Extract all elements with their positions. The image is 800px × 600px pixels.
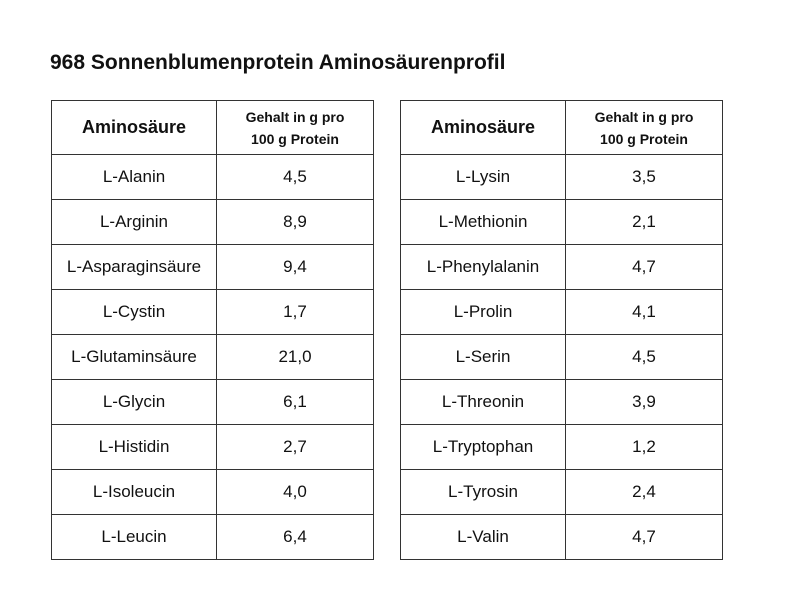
table-row (401, 200, 723, 245)
table-row (401, 290, 723, 335)
amino-acid-value: 3,9 (566, 380, 723, 425)
amino-acid-name: L-Prolin (401, 290, 566, 335)
table-row (52, 425, 374, 470)
amino-acid-value: 6,4 (217, 515, 374, 560)
column-header-content-line2: 100 g Protein (251, 130, 339, 147)
amino-acid-value: 4,1 (566, 290, 723, 335)
amino-acid-name: L-Phenylalanin (401, 245, 566, 290)
table-row (401, 245, 723, 290)
amino-acid-name: L-Glutaminsäure (52, 335, 217, 380)
amino-acid-name: L-Histidin (52, 425, 217, 470)
amino-acid-name: L-Alanin (52, 155, 217, 200)
amino-acid-value: 4,7 (566, 515, 723, 560)
amino-acid-name: L-Cystin (52, 290, 217, 335)
table-header-row (52, 101, 374, 155)
amino-acid-value: 4,7 (566, 245, 723, 290)
column-header-amino-acid: Aminosäure (401, 101, 566, 155)
amino-acid-value: 8,9 (217, 200, 374, 245)
table-row (52, 470, 374, 515)
amino-acid-value: 4,0 (217, 470, 374, 515)
table-row (52, 335, 374, 380)
table-row (401, 155, 723, 200)
column-header-content (217, 101, 374, 155)
column-header-content-line2: 100 g Protein (600, 130, 688, 147)
amino-acid-value: 1,2 (566, 425, 723, 470)
amino-acid-name: L-Valin (401, 515, 566, 560)
amino-acid-value: 21,0 (217, 335, 374, 380)
table-row (52, 380, 374, 425)
amino-table-right (400, 100, 723, 560)
amino-acid-name: L-Threonin (401, 380, 566, 425)
amino-table-left (51, 100, 374, 560)
amino-acid-name: L-Glycin (52, 380, 217, 425)
table-row (52, 155, 374, 200)
amino-acid-name: L-Leucin (52, 515, 217, 560)
amino-acid-name: L-Arginin (52, 200, 217, 245)
table-row (401, 515, 723, 560)
amino-acid-name: L-Isoleucin (52, 470, 217, 515)
amino-acid-value: 2,7 (217, 425, 374, 470)
amino-acid-name: L-Tryptophan (401, 425, 566, 470)
table-row (52, 200, 374, 245)
table-row (52, 245, 374, 290)
amino-acid-name: L-Methionin (401, 200, 566, 245)
amino-acid-name: L-Lysin (401, 155, 566, 200)
amino-acid-value: 6,1 (217, 380, 374, 425)
amino-acid-value: 2,4 (566, 470, 723, 515)
table-row (401, 425, 723, 470)
table-row (401, 380, 723, 425)
table-row (52, 515, 374, 560)
amino-acid-value: 2,1 (566, 200, 723, 245)
amino-acid-name: L-Serin (401, 335, 566, 380)
column-header-content-line1: Gehalt in g pro (245, 108, 345, 125)
table-row (401, 335, 723, 380)
amino-acid-name: L-Tyrosin (401, 470, 566, 515)
amino-acid-value: 4,5 (217, 155, 374, 200)
column-header-content-line1: Gehalt in g pro (594, 108, 694, 125)
column-header-amino-acid: Aminosäure (52, 101, 217, 155)
table-header-row (401, 101, 723, 155)
page-title: 968 Sonnenblumenprotein Aminosäurenprofil (50, 51, 506, 74)
table-row (401, 470, 723, 515)
amino-acid-name: L-Asparaginsäure (52, 245, 217, 290)
amino-acid-value: 3,5 (566, 155, 723, 200)
amino-acid-value: 9,4 (217, 245, 374, 290)
table-row (52, 290, 374, 335)
amino-acid-value: 1,7 (217, 290, 374, 335)
amino-acid-value: 4,5 (566, 335, 723, 380)
column-header-content (566, 101, 723, 155)
